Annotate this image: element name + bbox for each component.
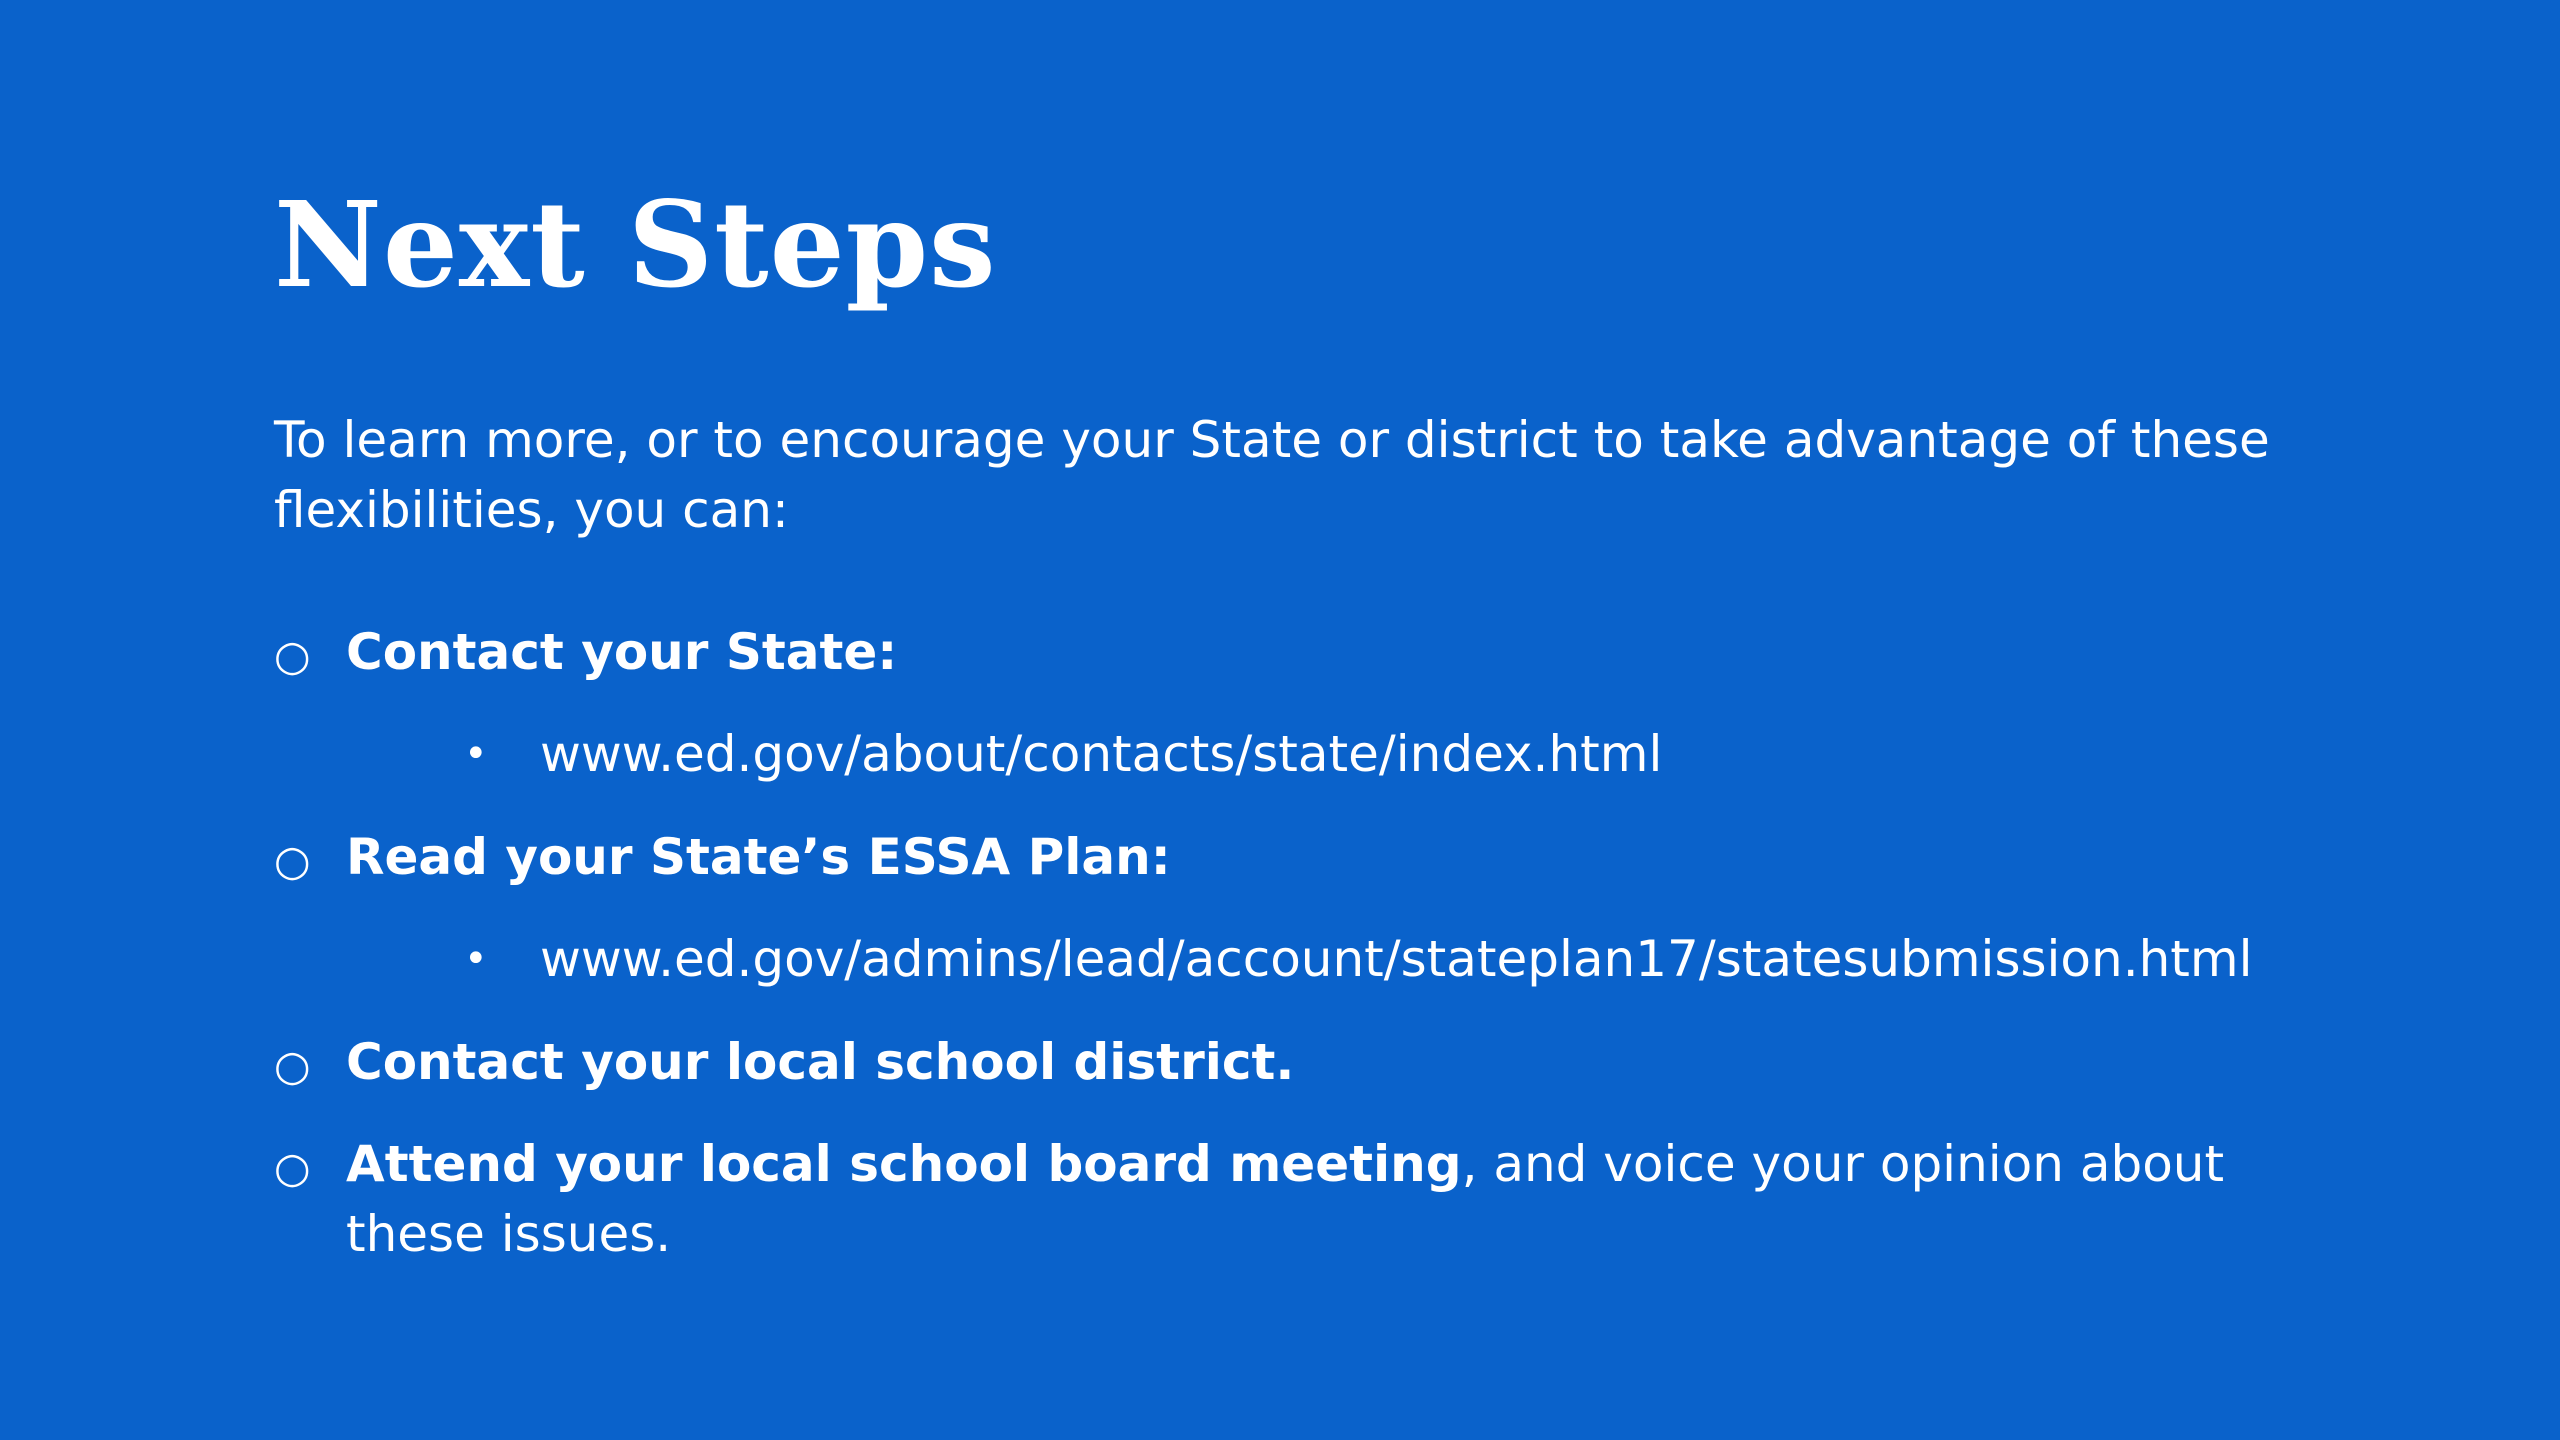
intro-text: To learn more, or to encourage your State or district to take advantage of these flexibilities, you can: <box>274 411 2270 539</box>
dot-bullet-icon: • <box>464 731 488 777</box>
state-contacts-url[interactable]: www.ed.gov/about/contacts/state/index.html <box>540 725 1663 783</box>
list-item-rest-text: , and voice your opinion about these issues. <box>346 1135 2225 1263</box>
list-item-bold-text: Contact your local school district. <box>346 1033 1295 1091</box>
dot-bullet-icon: • <box>464 936 488 982</box>
list-item-bold-text: Attend your local school board meeting <box>346 1135 1462 1193</box>
slide-title: Next Steps <box>274 175 997 314</box>
list-item-bold-text: Read your State’s ESSA Plan: <box>346 828 1171 886</box>
circle-bullet-icon: ○ <box>274 631 311 680</box>
list-item-text <box>346 1129 2336 1269</box>
list-item-text <box>346 1027 2336 1097</box>
circle-bullet-icon: ○ <box>274 1143 311 1192</box>
circle-bullet-icon: ○ <box>274 1041 311 1090</box>
list-item-bold-text: Contact your State: <box>346 623 898 681</box>
circle-bullet-icon: ○ <box>274 836 311 885</box>
list-item-text <box>346 617 2336 687</box>
list-item-text <box>346 822 2336 892</box>
essa-plan-url[interactable]: www.ed.gov/admins/lead/account/stateplan17/statesubmission.html <box>540 930 2253 988</box>
